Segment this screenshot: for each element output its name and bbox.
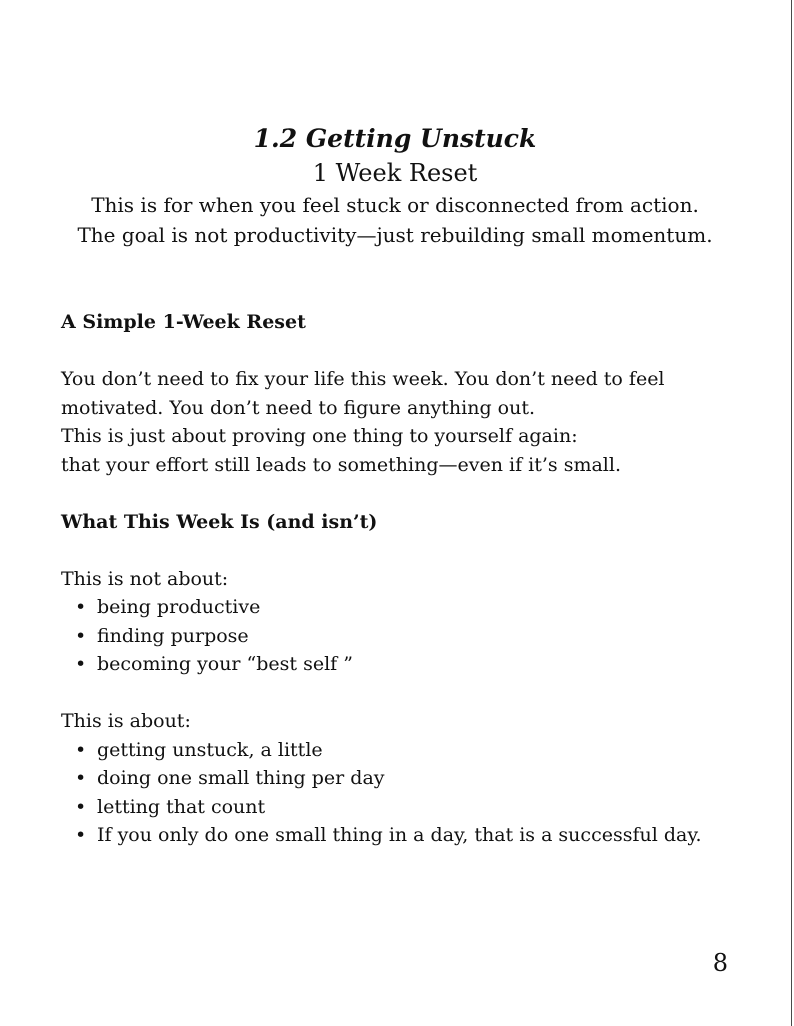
intro-line: This is for when you feel stuck or disconnected from action. (91, 193, 699, 217)
bullet-icon: • (75, 738, 87, 761)
list-item (61, 736, 761, 765)
body-line: This is just about proving one thing to yourself again: (61, 425, 578, 447)
list-item (61, 793, 761, 822)
bullet-icon: • (75, 795, 87, 818)
page-number: 8 (712, 949, 728, 977)
body-line: You don’t need to fix your life this week. You don’t need to feel (61, 368, 665, 390)
body-line: that your effort still leads to something—even if it’s small. (61, 453, 621, 476)
chapter-title: 1.2 Getting Unstuck (253, 124, 537, 153)
bullet-icon: • (75, 653, 87, 675)
list-item (61, 622, 761, 651)
section-heading-reset: A Simple 1-Week Reset (61, 311, 306, 333)
list-item-text: getting unstuck, a little (97, 738, 323, 761)
list-item (61, 821, 761, 850)
list-item (61, 593, 761, 622)
bullet-icon: • (75, 624, 87, 647)
bullet-icon: • (75, 596, 87, 618)
section-heading-what-this-week-is: What This Week Is (and isn’t) (61, 510, 378, 533)
list-item-text: If you only do one small thing in a day, that is a successful day. (97, 824, 702, 846)
list-item-text: letting that count (97, 795, 266, 818)
list-item-text: being productive (97, 596, 261, 618)
about-label: This is about: (61, 710, 191, 732)
about-list (61, 736, 761, 850)
list-item-text: becoming your “best self ” (97, 653, 353, 675)
chapter-header (0, 122, 790, 250)
intro-line: The goal is not productivity—just rebuilding small momentum. (77, 223, 713, 247)
list-item-text: finding purpose (97, 624, 249, 647)
chapter-subtitle: 1 Week Reset (312, 159, 478, 187)
page-edge-divider (791, 0, 792, 1026)
bullet-icon: • (75, 824, 87, 846)
list-item (61, 650, 761, 679)
list-item (61, 764, 761, 793)
page-body (61, 308, 761, 850)
not-about-list (61, 593, 761, 679)
bullet-icon: • (75, 767, 87, 789)
not-about-label: This is not about: (61, 567, 229, 590)
body-line: motivated. You don’t need to figure anything out. (61, 396, 536, 419)
list-item-text: doing one small thing per day (97, 767, 385, 789)
